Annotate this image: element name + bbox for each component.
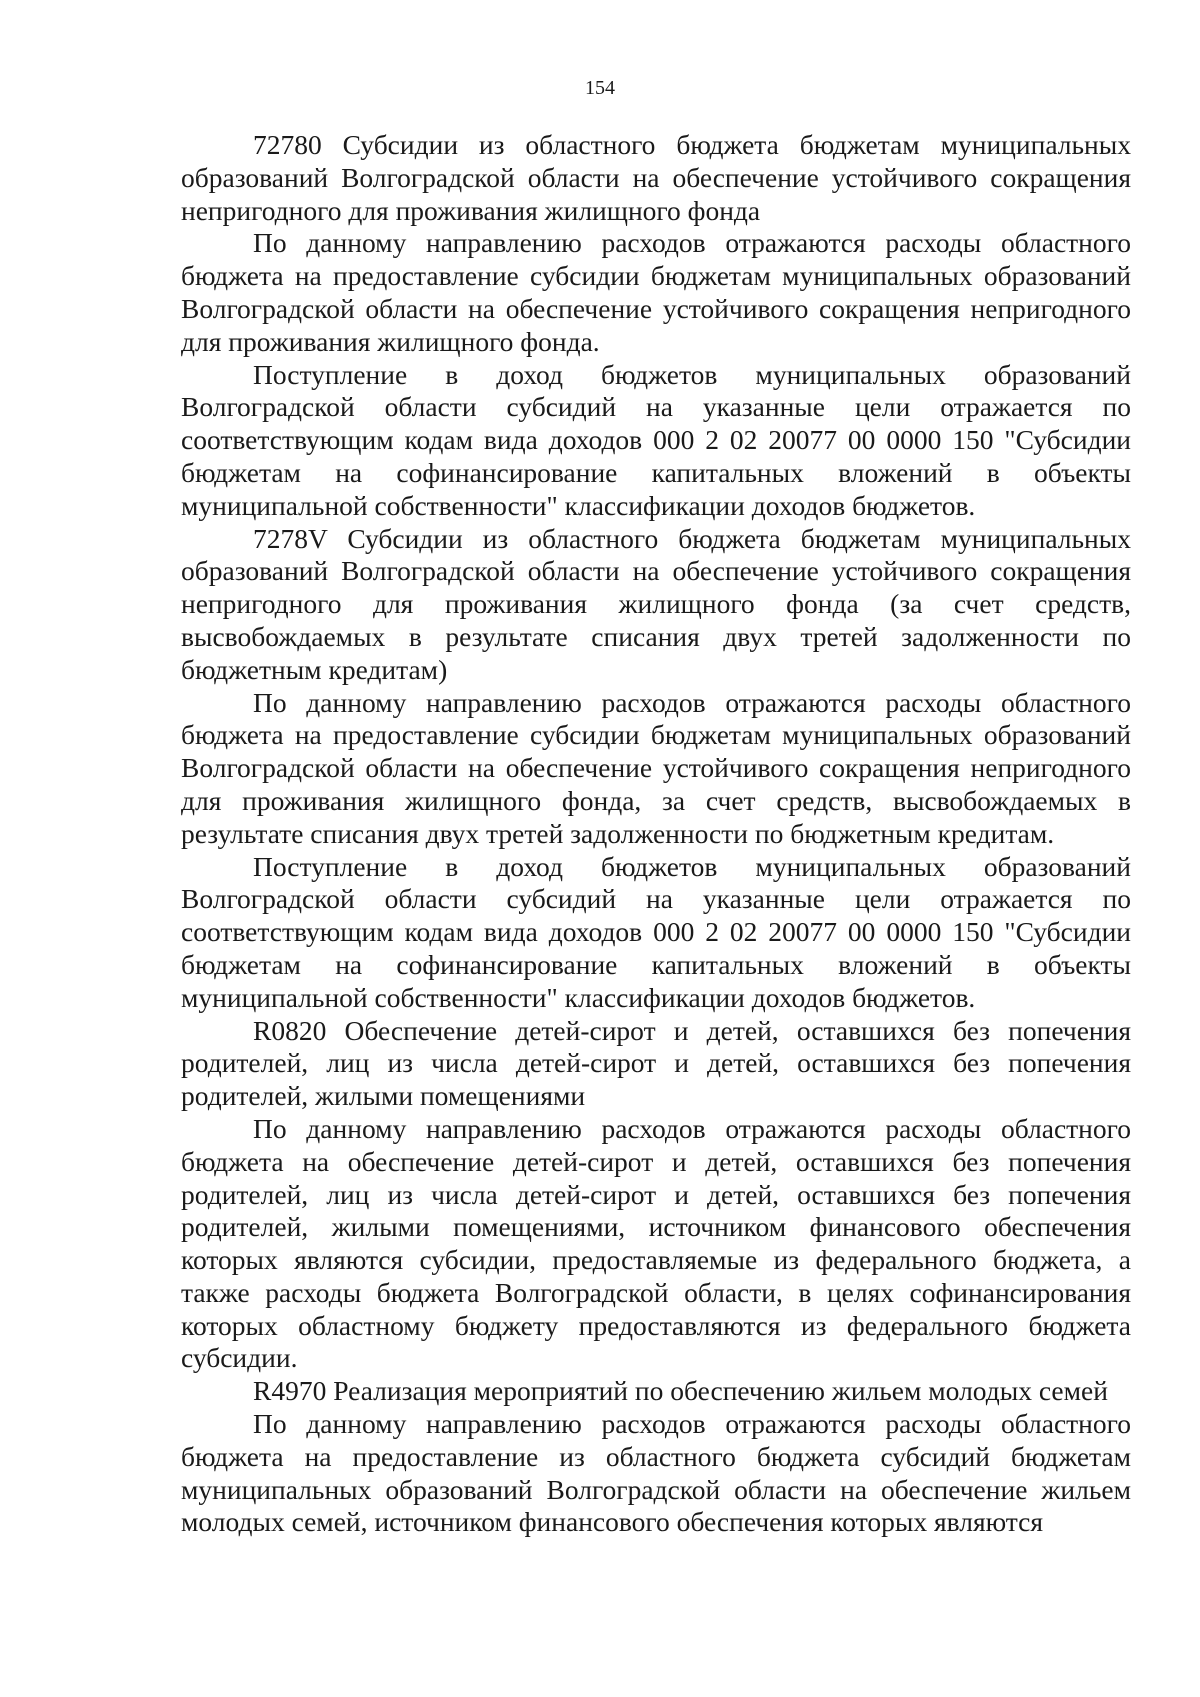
paragraph: По данному направлению расходов отражаются расходы областного бюджета на предоставление субсидии бюджетам муниципальных образований Волгоградской области на обеспечение устойчивого сокращения непригодного для проживания жилищного фонда, за счет средств, высвобождаемых в результате списания двух третей задолженности по бюджетным кредитам. [181,686,1131,849]
section-heading-7278v: 7278V Субсидии из областного бюджета бюджетам муниципальных образований Волгоградской области на обеспечение устойчивого сокращения непригодного для проживания жилищного фонда (за счет средств, высвобождаемых в результате списания двух третей задолженности по бюджетным кредитам) [181,522,1131,685]
document-body [181,129,1131,1539]
section-heading-r0820: R0820 Обеспечение детей-сирот и детей, оставшихся без попечения родителей, лиц из числа детей-сирот и детей, оставшихся без попечения родителей, жилыми помещениями [181,1014,1131,1112]
paragraph: Поступление в доход бюджетов муниципальных образований Волгоградской области субсидий на указанные цели отражается по соответствующим кодам вида доходов 000 2 02 20077 00 0000 150 "Субсидии бюджетам на софинансирование капитальных вложений в объекты муниципальной собственности" классификации доходов бюджетов. [181,358,1131,521]
section-heading-72780: 72780 Субсидии из областного бюджета бюджетам муниципальных образований Волгоградской области на обеспечение устойчивого сокращения непригодного для проживания жилищного фонда [181,129,1131,226]
section-heading-r4970: R4970 Реализация мероприятий по обеспечению жильем молодых семей [253,1375,1108,1407]
paragraph: Поступление в доход бюджетов муниципальных образований Волгоградской области субсидий на указанные цели отражается по соответствующим кодам вида доходов 000 2 02 20077 00 0000 150 "Субсидии бюджетам на софинансирование капитальных вложений в объекты муниципальной собственности" классификации доходов бюджетов. [181,850,1131,1013]
paragraph: По данному направлению расходов отражаются расходы областного бюджета на обеспечение детей-сирот и детей, оставшихся без попечения родителей, лиц из числа детей-сирот и детей, оставшихся без попечения родителей, жилыми помещениями, источником финансового обеспечения которых являются субсидии, предоставляемые из федерального бюджета, а также расходы бюджета Волгоградской области, в целях софинансирования которых областному бюджету предоставляются из федерального бюджета субсидии. [181,1112,1131,1374]
paragraph: По данному направлению расходов отражаются расходы областного бюджета на предоставление субсидии бюджетам муниципальных образований Волгоградской области на обеспечение устойчивого сокращения непригодного для проживания жилищного фонда. [181,227,1131,357]
paragraph: По данному направлению расходов отражаются расходы областного бюджета на предоставление из областного бюджета субсидий бюджетам муниципальных образований Волгоградской области на обеспечение жильем молодых семей, источником финансового обеспечения которых являются [181,1408,1131,1538]
page-number: 154 [585,77,615,99]
